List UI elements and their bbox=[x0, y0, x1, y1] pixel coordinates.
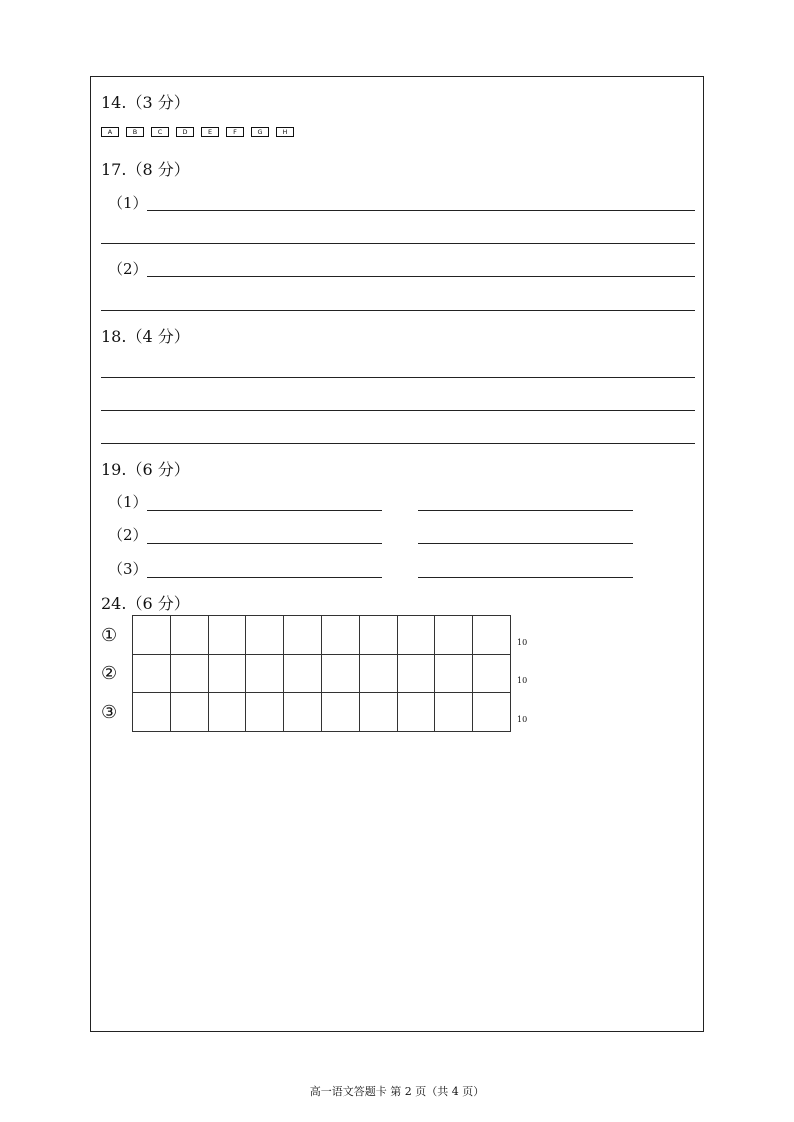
q18-title: 18.（4 分） bbox=[101, 327, 190, 346]
q24-writing-grid[interactable] bbox=[132, 615, 511, 732]
q14-option-h[interactable]: H bbox=[276, 127, 294, 137]
q14-option-c[interactable]: C bbox=[151, 127, 169, 137]
grid-cell[interactable] bbox=[171, 616, 209, 655]
q19-sub2-label: （2） bbox=[108, 526, 148, 544]
q17-sub1-answer-line[interactable] bbox=[147, 210, 695, 211]
q17-title: 17.（8 分） bbox=[101, 160, 190, 179]
grid-cell[interactable] bbox=[435, 693, 473, 732]
q14-option-g[interactable]: G bbox=[251, 127, 269, 137]
grid-cell[interactable] bbox=[209, 655, 247, 694]
q19-sub3-label: （3） bbox=[108, 560, 148, 578]
q18-answer-line-2[interactable] bbox=[101, 410, 695, 411]
grid-cell[interactable] bbox=[435, 616, 473, 655]
q17-sub1-answer-line-2[interactable] bbox=[101, 243, 695, 244]
grid-cell[interactable] bbox=[246, 693, 284, 732]
grid-cell[interactable] bbox=[209, 616, 247, 655]
grid-cell[interactable] bbox=[398, 693, 436, 732]
grid-cell[interactable] bbox=[171, 693, 209, 732]
q14-title: 14.（3 分） bbox=[101, 93, 190, 112]
q19-sub1-blank-b[interactable] bbox=[418, 510, 633, 511]
grid-cell[interactable] bbox=[246, 616, 284, 655]
grid-cell[interactable] bbox=[284, 616, 322, 655]
q24-title: 24.（6 分） bbox=[101, 594, 190, 613]
grid-cell[interactable] bbox=[473, 616, 511, 655]
grid-cell[interactable] bbox=[398, 655, 436, 694]
q19-sub1-blank-a[interactable] bbox=[147, 510, 382, 511]
q14-option-e[interactable]: E bbox=[201, 127, 219, 137]
grid-cell[interactable] bbox=[322, 693, 360, 732]
q18-answer-line-1[interactable] bbox=[101, 377, 695, 378]
q17-sub1-label: （1） bbox=[108, 194, 148, 212]
q17-sub2-answer-line[interactable] bbox=[147, 276, 695, 277]
q24-row2-marker: ② bbox=[101, 663, 118, 684]
q19-sub2-blank-a[interactable] bbox=[147, 543, 382, 544]
grid-cell[interactable] bbox=[133, 693, 171, 732]
q24-row2-count: 10 bbox=[517, 676, 528, 685]
q19-sub3-blank-a[interactable] bbox=[147, 577, 382, 578]
q14-option-a[interactable]: A bbox=[101, 127, 119, 137]
grid-cell[interactable] bbox=[473, 693, 511, 732]
grid-cell[interactable] bbox=[398, 616, 436, 655]
grid-cell[interactable] bbox=[360, 693, 398, 732]
grid-cell[interactable] bbox=[435, 655, 473, 694]
q19-sub2-blank-b[interactable] bbox=[418, 543, 633, 544]
grid-cell[interactable] bbox=[209, 693, 247, 732]
grid-cell[interactable] bbox=[246, 655, 284, 694]
q24-row1-count: 10 bbox=[517, 638, 528, 647]
q14-option-b[interactable]: B bbox=[126, 127, 144, 137]
grid-cell[interactable] bbox=[360, 655, 398, 694]
q24-row1-marker: ① bbox=[101, 625, 118, 646]
grid-cell[interactable] bbox=[322, 616, 360, 655]
grid-cell[interactable] bbox=[133, 655, 171, 694]
q17-sub2-label: （2） bbox=[108, 260, 148, 278]
grid-cell[interactable] bbox=[473, 655, 511, 694]
grid-cell[interactable] bbox=[360, 616, 398, 655]
q24-row3-count: 10 bbox=[517, 715, 528, 724]
q17-sub2-answer-line-2[interactable] bbox=[101, 310, 695, 311]
grid-cell[interactable] bbox=[171, 655, 209, 694]
grid-cell[interactable] bbox=[284, 693, 322, 732]
answer-card-frame bbox=[90, 76, 704, 1032]
q14-option-f[interactable]: F bbox=[226, 127, 244, 137]
grid-cell[interactable] bbox=[322, 655, 360, 694]
q19-sub1-label: （1） bbox=[108, 493, 148, 511]
q24-row3-marker: ③ bbox=[101, 702, 118, 723]
page-footer: 高一语文答题卡 第 2 页（共 4 页） bbox=[309, 1085, 485, 1098]
q14-option-d[interactable]: D bbox=[176, 127, 194, 137]
q19-title: 19.（6 分） bbox=[101, 460, 190, 479]
q18-answer-line-3[interactable] bbox=[101, 443, 695, 444]
grid-cell[interactable] bbox=[284, 655, 322, 694]
grid-cell[interactable] bbox=[133, 616, 171, 655]
q14-options bbox=[101, 127, 294, 137]
q19-sub3-blank-b[interactable] bbox=[418, 577, 633, 578]
